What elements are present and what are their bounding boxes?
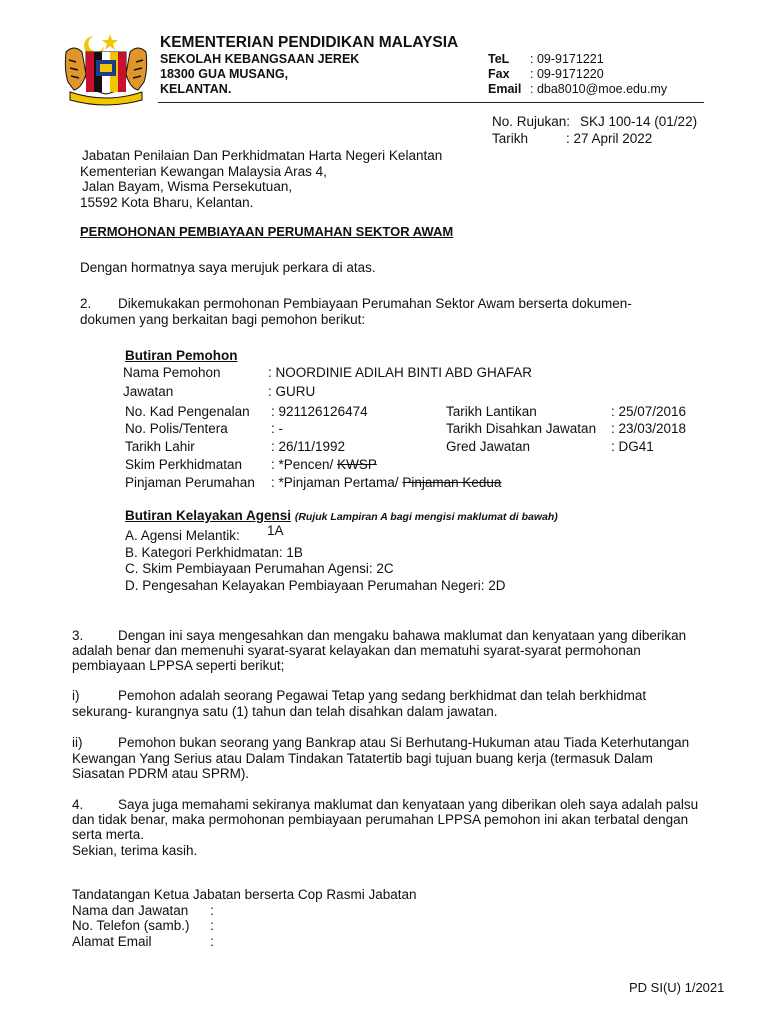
contact-value-email: : dba8010@moe.edu.my xyxy=(530,82,668,96)
contact-value-tel: : 09-9171221 xyxy=(530,52,604,66)
agency-heading-row xyxy=(125,508,558,524)
salutation: Dengan hormatnya saya merujuk perkara di atas. xyxy=(80,260,376,275)
item-ii-line2: Kewangan Yang Serius atau Dalam Tindakan Tatatertib bagi tujuan buang kerja (termasuk Dalam xyxy=(72,751,653,766)
date-label: Tarikh xyxy=(492,131,529,146)
para4-line2: dan tidak benar, maka permohonan pembiayaan perumahan LPPSA pemohon ini akan terbatal dengan xyxy=(72,812,689,827)
signature-email-value: : xyxy=(210,934,214,949)
item-ii-number: ii) xyxy=(72,735,83,750)
scheme-selected: : *Pencen/ xyxy=(271,457,334,472)
recipient-line3: Jalan Bayam, Wisma Persekutuan, xyxy=(82,179,293,194)
reference-number-label: No. Rujukan: xyxy=(492,114,571,129)
applicant-loan-label: Pinjaman Perumahan xyxy=(125,475,255,490)
applicant-heading: Butiran Pemohon xyxy=(125,348,238,363)
para3-line1: Dengan ini saya mengesahkan dan mengaku bahawa maklumat dan kenyataan yang diberikan xyxy=(118,628,687,643)
agency-item-b: B. Kategori Perkhidmatan: 1B xyxy=(125,545,303,560)
loan-struck-option: Pinjaman Kedua xyxy=(402,475,502,490)
letter-subject: PERMOHONAN PEMBIAYAAN PERUMAHAN SEKTOR AWAM xyxy=(80,224,454,239)
applicant-dob-value: : 26/11/1992 xyxy=(271,439,346,454)
agency-item-a-value: 1A xyxy=(267,523,284,538)
para2-line1: Dikemukakan permohonan Pembiayaan Perumahan Sektor Awam berserta dokumen- xyxy=(118,296,632,311)
signature-name-label: Nama dan Jawatan xyxy=(72,903,189,918)
appointment-date-label: Tarikh Lantikan xyxy=(446,404,537,419)
item-i-number: i) xyxy=(72,688,80,703)
applicant-ic-value: : 921126126474 xyxy=(271,404,368,419)
agency-item-c: C. Skim Pembiayaan Perumahan Agensi: 2C xyxy=(125,561,394,576)
form-code-footer: PD SI(U) 1/2021 xyxy=(629,980,725,995)
school-name: SEKOLAH KEBANGSAAN JEREK xyxy=(160,52,360,66)
contact-label-tel: TeL xyxy=(488,52,510,66)
signature-phone-value: : xyxy=(210,918,214,933)
agency-note: (Rujuk Lampiran A bagi mengisi maklumat di bawah) xyxy=(294,511,558,523)
recipient-line2: Kementerian Kewangan Malaysia Aras 4, xyxy=(80,164,327,179)
applicant-scheme-value xyxy=(271,457,377,473)
grade-label: Gred Jawatan xyxy=(446,439,531,454)
para4-line1: Saya juga memahami sekiranya maklumat dan kenyataan yang diberikan oleh saya adalah palsu xyxy=(118,797,699,812)
applicant-loan-value xyxy=(271,475,501,491)
contact-value-fax: : 09-9171220 xyxy=(530,67,604,81)
closing-line: Sekian, terima kasih. xyxy=(72,843,198,858)
applicant-name-value: : NOORDINIE ADILAH BINTI ABD GHAFAR xyxy=(268,365,533,380)
recipient-line1: Jabatan Penilaian Dan Perkhidmatan Harta Negeri Kelantan xyxy=(82,148,443,163)
school-address-line1: 18300 GUA MUSANG, xyxy=(160,67,289,81)
grade-value: : DG41 xyxy=(611,439,654,454)
contact-label-email: Email xyxy=(488,82,522,96)
reference-number-value: SKJ 100-14 (01/22) xyxy=(580,114,698,129)
agency-item-d: D. Pengesahan Kelayakan Pembiayaan Perumahan Negeri: 2D xyxy=(125,578,506,593)
para3-line3: pembiayaan LPPSA seperti berikut; xyxy=(72,658,285,673)
applicant-post-label: Jawatan xyxy=(123,384,174,399)
applicant-police-label: No. Polis/Tentera xyxy=(125,421,228,436)
appointment-date-value: : 25/07/2016 xyxy=(611,404,687,419)
letterhead-divider xyxy=(158,102,704,103)
para2-line2: dokumen yang berkaitan bagi pemohon berikut: xyxy=(80,312,366,327)
item-i-line2: sekurang- kurangnya satu (1) tahun dan telah disahkan dalam jawatan. xyxy=(72,704,498,719)
applicant-police-value: : - xyxy=(271,421,283,436)
loan-selected: : *Pinjaman Pertama/ xyxy=(271,475,399,490)
ministry-name: KEMENTERIAN PENDIDIKAN MALAYSIA xyxy=(160,34,459,51)
para4-number: 4. xyxy=(72,797,84,812)
coat-of-arms-logo xyxy=(60,30,152,106)
applicant-scheme-label: Skim Perkhidmatan xyxy=(125,457,243,472)
confirmation-date-label: Tarikh Disahkan Jawatan xyxy=(446,421,597,436)
agency-item-a-label: A. Agensi Melantik: xyxy=(125,528,240,543)
signature-phone-label: No. Telefon (samb.) xyxy=(72,918,190,933)
signature-name-value: : xyxy=(210,903,214,918)
para2-number: 2. xyxy=(80,296,92,311)
recipient-line4: 15592 Kota Bharu, Kelantan. xyxy=(80,195,254,210)
para4-line3: serta merta. xyxy=(72,827,145,842)
signature-title: Tandatangan Ketua Jabatan berserta Cop Rasmi Jabatan xyxy=(72,887,417,902)
item-ii-line3: Siasatan PDRM atau SPRM). xyxy=(72,766,250,781)
applicant-dob-label: Tarikh Lahir xyxy=(125,439,195,454)
item-ii-line1: Pemohon bukan seorang yang Bankrap atau Si Berhutang-Hukuman atau Tiada Keterhutangan xyxy=(118,735,690,750)
scheme-struck-option: KWSP xyxy=(337,457,377,472)
date-value: : 27 April 2022 xyxy=(566,131,653,146)
applicant-ic-label: No. Kad Pengenalan xyxy=(125,404,250,419)
applicant-post-value: : GURU xyxy=(268,384,316,399)
confirmation-date-value: : 23/03/2018 xyxy=(611,421,687,436)
para3-line2: adalah benar dan memenuhi syarat-syarat kelayakan dan mematuhi syarat-syarat permohonan xyxy=(72,643,641,658)
school-address-line2: KELANTAN. xyxy=(160,82,232,96)
applicant-name-label: Nama Pemohon xyxy=(123,365,221,380)
signature-email-label: Alamat Email xyxy=(72,934,152,949)
agency-heading: Butiran Kelayakan Agensi xyxy=(125,508,292,523)
contact-label-fax: Fax xyxy=(488,67,510,81)
para3-number: 3. xyxy=(72,628,84,643)
item-i-line1: Pemohon adalah seorang Pegawai Tetap yang sedang berkhidmat dan telah berkhidmat xyxy=(118,688,647,703)
